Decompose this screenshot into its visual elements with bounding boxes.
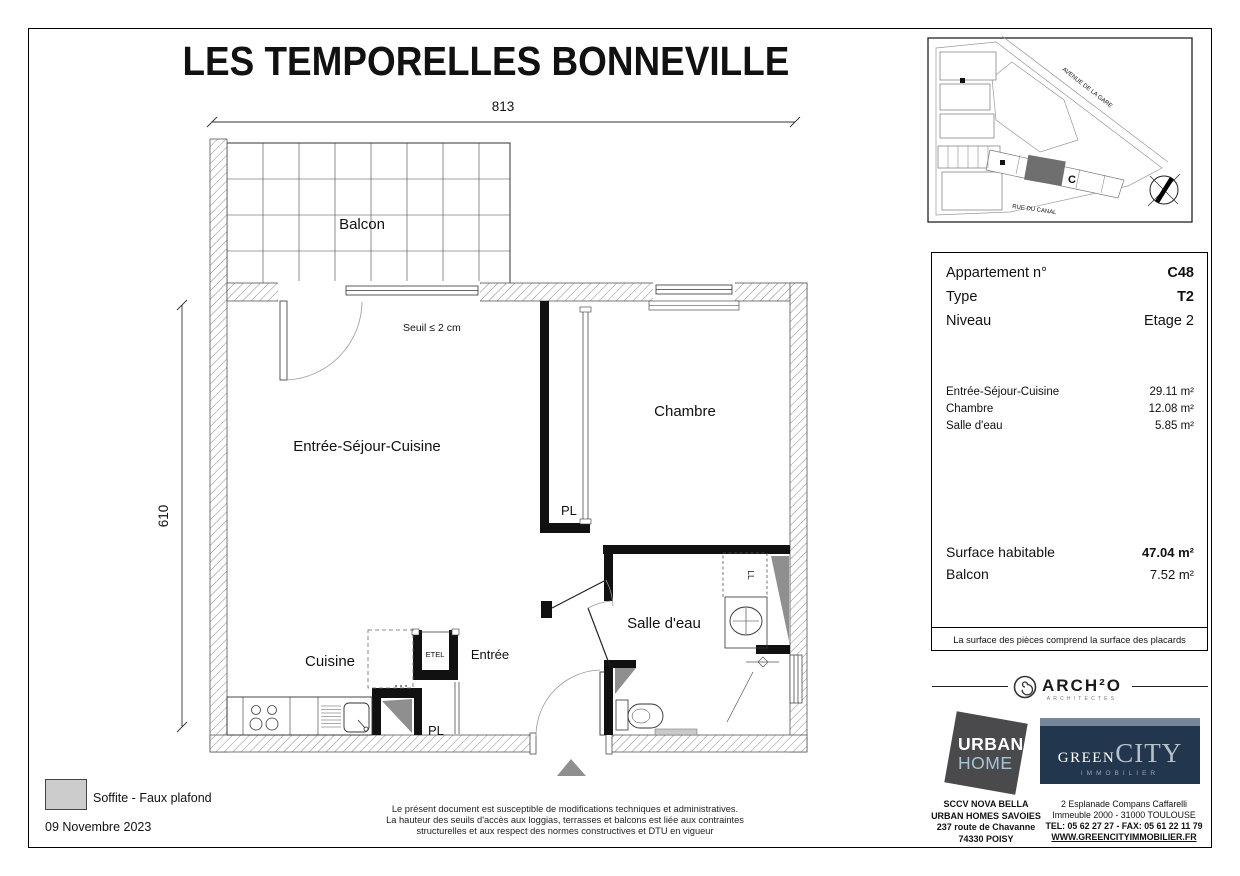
toilet	[616, 700, 663, 730]
disclaimer-line: La hauteur des seuils d'accès aux loggias, terrasses et balcons est liée aux contraintes	[386, 815, 744, 825]
closet-sliders	[412, 307, 591, 734]
dimension-top-value: 813	[491, 99, 515, 114]
room3-value: 5.85 m²	[1155, 420, 1194, 432]
type-row	[946, 289, 1194, 305]
arch-logo-name: ARCH²O	[1042, 676, 1122, 695]
arch-logo	[1042, 676, 1122, 702]
building-label: C	[1068, 174, 1076, 186]
entrance-door	[530, 670, 612, 776]
arch-rule-left	[932, 686, 1008, 687]
entrance-arrow	[557, 759, 586, 776]
apartment-info-panel	[931, 252, 1208, 651]
room1-label: Entrée-Séjour-Cuisine	[946, 386, 1060, 398]
balcon-value: 7.52 m²	[1149, 567, 1194, 582]
room-label-salle-eau: Salle d'eau	[627, 615, 701, 632]
greencity-website: WWW.GREENCITYIMMOBILIER.FR	[1051, 832, 1197, 842]
dimension-left	[177, 300, 187, 732]
apartment-row	[946, 265, 1194, 281]
dimension-left-value: 610	[156, 504, 171, 528]
room-label-sejour: Entrée-Séjour-Cuisine	[293, 438, 441, 455]
urban-address-line: 237 route de Chavanne	[936, 822, 1036, 832]
apartment-label: Appartement n°	[946, 265, 1047, 281]
apartment-value: C48	[1167, 265, 1194, 281]
niveau-row	[946, 313, 1194, 329]
site-map	[928, 36, 1192, 222]
panel-note: La surface des pièces comprend la surface des placards	[953, 635, 1186, 645]
room-label-cuisine: Cuisine	[304, 653, 356, 670]
disclaimer-line: Le présent document est susceptible de modifications techniques et administratives.	[391, 804, 739, 814]
arch-rule-right	[1132, 686, 1208, 687]
surface-label: Surface habitable	[946, 544, 1055, 560]
room3-label: Salle d'eau	[946, 420, 1003, 432]
arch-spiral-icon	[1012, 674, 1038, 700]
greencity-address-line: Immeuble 2000 - 31000 TOULOUSE	[1052, 810, 1196, 820]
room-label-balcon: Balcon	[339, 216, 385, 233]
soffite-legend-swatch	[45, 779, 87, 810]
disclaimer	[355, 804, 775, 837]
dimension-top	[207, 117, 800, 127]
niveau-label: Niveau	[946, 313, 992, 329]
dashed-appliance	[368, 630, 413, 688]
etel-closet	[426, 650, 445, 659]
room2-row	[946, 403, 1194, 415]
seuil-note: Seuil ≤ 2 cm	[403, 322, 461, 334]
greencity-wordmark	[1040, 738, 1200, 769]
wall-openings	[278, 281, 735, 754]
urban-home-logo	[950, 717, 1022, 789]
greencity-sub: IMMOBILIER	[1080, 770, 1160, 777]
urban-address-line: SCCV NOVA BELLA	[943, 799, 1029, 809]
ll-label: LL	[746, 570, 756, 580]
greencity-band	[1040, 718, 1200, 726]
urban-address-line: URBAN HOMES SAVOIES	[931, 810, 1041, 821]
type-label: Type	[946, 289, 978, 305]
greencity-address	[1040, 799, 1208, 843]
interior-walls	[372, 301, 790, 735]
pl-label-upper: PL	[561, 503, 577, 518]
street-label-bottom: RUE DU CANAL	[1011, 204, 1057, 217]
greencity-city: CITY	[1115, 738, 1183, 768]
urban-home-line1: URBAN	[958, 734, 1024, 754]
pl-label-lower: PL	[428, 723, 444, 738]
chambre-door	[552, 580, 613, 608]
surface-value: 47.04 m²	[1141, 545, 1194, 560]
soffite-marks	[382, 556, 789, 733]
urban-address-line: 74330 POISY	[958, 833, 1014, 844]
room2-value: 12.08 m²	[1148, 403, 1194, 415]
greencity-address-line: 2 Esplanade Compans Caffarelli	[1061, 799, 1187, 809]
urban-home-line2: HOME	[958, 753, 1013, 773]
greencity-address-line: TEL: 05 62 27 27 - FAX: 05 61 22 11 79	[1045, 821, 1203, 831]
room2-label: Chambre	[946, 403, 994, 415]
surface-row	[946, 544, 1194, 560]
disclaimer-line: structurelles et aux respect des normes constructives et DTU en vigueur	[416, 826, 714, 836]
etel-label: ETEL	[425, 650, 445, 659]
room3-row	[946, 420, 1194, 432]
greencity-green: GREEN	[1057, 750, 1116, 766]
page-title: LES TEMPORELLES BONNEVILLE	[182, 38, 790, 84]
kitchen-sink	[321, 703, 369, 732]
room-label-chambre: Chambre	[654, 403, 716, 420]
street-label-top: AVENUE DE LA GARE	[1060, 66, 1113, 110]
niveau-value: Etage 2	[1144, 313, 1194, 329]
washing-machine	[723, 553, 767, 597]
door-sill	[655, 729, 697, 735]
greencity-logo	[1040, 718, 1200, 784]
room1-row	[946, 386, 1194, 398]
urban-home-text	[958, 735, 1024, 773]
room1-value: 29.11 m²	[1149, 386, 1194, 398]
panel-separator	[932, 627, 1207, 628]
balcony	[227, 143, 510, 287]
type-value: T2	[1177, 289, 1194, 305]
washbasin	[725, 597, 767, 648]
arch-logo-sub: ARCHITECTES	[1046, 696, 1118, 702]
balcon-label: Balcon	[946, 566, 989, 582]
bathroom-door	[588, 601, 611, 666]
soffite-legend-label: Soffite - Faux plafond	[93, 791, 212, 805]
balcony-door-arc	[287, 302, 362, 380]
plan-date: 09 Novembre 2023	[45, 820, 152, 834]
balcon-row	[946, 566, 1194, 582]
room-label-entree: Entrée	[470, 647, 510, 662]
